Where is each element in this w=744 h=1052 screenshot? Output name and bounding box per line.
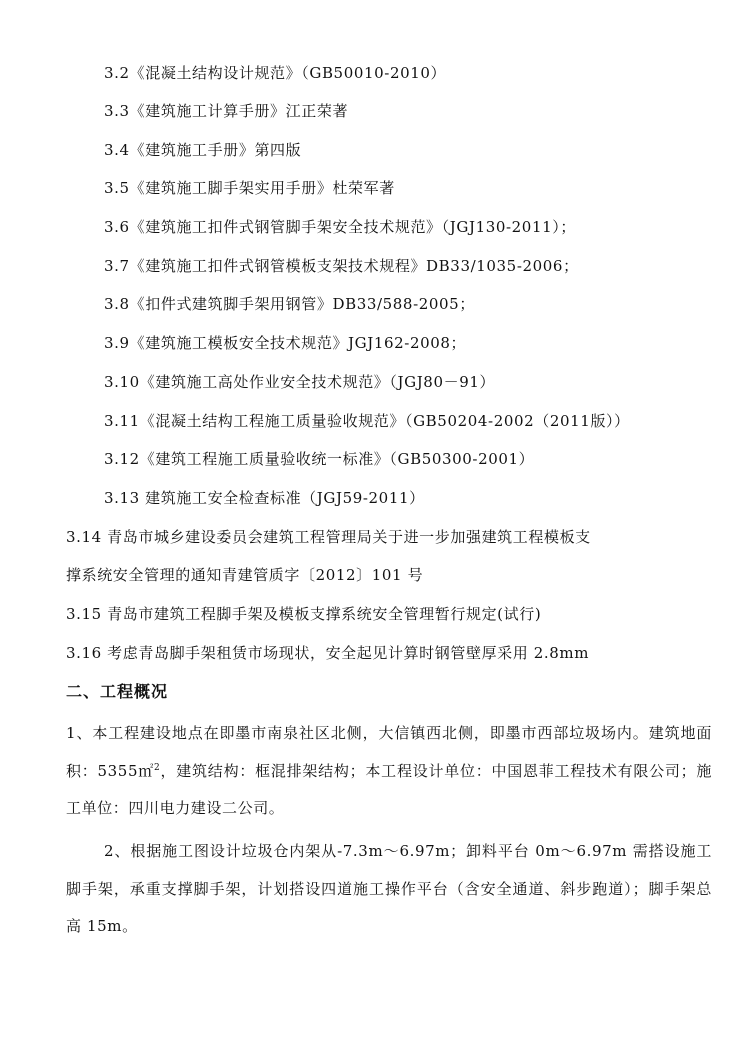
reference-3-2: 3.2《混凝土结构设计规范》（GB50010-2010） bbox=[104, 64, 447, 82]
reference-3-6: 3.6《建筑施工扣件式钢管脚手架安全技术规范》（JGJ130-2011）； bbox=[104, 218, 576, 236]
area-unit-superscript: 2 bbox=[154, 762, 161, 773]
reference-3-14-line1: 3.14 青岛市城乡建设委员会建筑工程管理局关于进一步加强建筑工程模板支 bbox=[66, 528, 591, 546]
reference-3-10: 3.10《建筑施工高处作业安全技术规范》（JGJ80－91） bbox=[104, 373, 496, 391]
paragraph-1 bbox=[66, 715, 712, 828]
reference-3-5: 3.5《建筑施工脚手架实用手册》杜荣军著 bbox=[104, 179, 395, 197]
paragraph-2 bbox=[66, 833, 712, 946]
paragraph-1-text-b: ，建筑结构：框混排架结构；本工程设计单位：中国恩菲工程技术有限公司；施工单位：四川电力建设二公司。 bbox=[66, 761, 712, 817]
reference-3-11: 3.11《混凝土结构工程施工质量验收规范》（GB50204-2002（2011版）） bbox=[104, 412, 630, 430]
reference-3-7: 3.7《建筑施工扣件式钢管模板支架技术规程》DB33/1035-2006； bbox=[104, 257, 579, 275]
paragraph-2-text: 2、根据施工图设计垃圾仓内架从-7.3m～6.97m；卸料平台 0m～6.97m 需搭设施工脚手架，承重支撑脚手架，计划搭设四道施工操作平台（含安全通道、斜步跑道）；脚手架总高 15m。 bbox=[66, 842, 712, 935]
reference-3-12: 3.12《建筑工程施工质量验收统一标准》（GB50300-2001） bbox=[104, 450, 535, 468]
paragraph-1-text-a: 1、本工程建设地点在即墨市南泉社区北侧，大信镇西北侧，即墨市西部垃圾场内。建筑地面积：5355㎡ bbox=[66, 724, 712, 780]
reference-3-13: 3.13 建筑施工安全检查标准（JGJ59-2011） bbox=[104, 489, 425, 507]
reference-3-8: 3.8《扣件式建筑脚手架用钢管》DB33/588-2005； bbox=[104, 295, 475, 313]
reference-3-3: 3.3《建筑施工计算手册》江正荣著 bbox=[104, 102, 349, 120]
reference-3-9: 3.9《建筑施工模板安全技术规范》JGJ162-2008； bbox=[104, 334, 467, 352]
reference-3-4: 3.4《建筑施工手册》第四版 bbox=[104, 141, 302, 159]
section-heading: 二、工程概况 bbox=[66, 682, 169, 701]
reference-3-14-line2: 撑系统安全管理的通知青建管质字〔2012〕101 号 bbox=[66, 566, 424, 584]
reference-3-15: 3.15 青岛市建筑工程脚手架及模板支撑系统安全管理暂行规定(试行) bbox=[66, 605, 542, 623]
reference-3-16: 3.16 考虑青岛脚手架租赁市场现状，安全起见计算时钢管壁厚采用 2.8mm bbox=[66, 644, 590, 662]
